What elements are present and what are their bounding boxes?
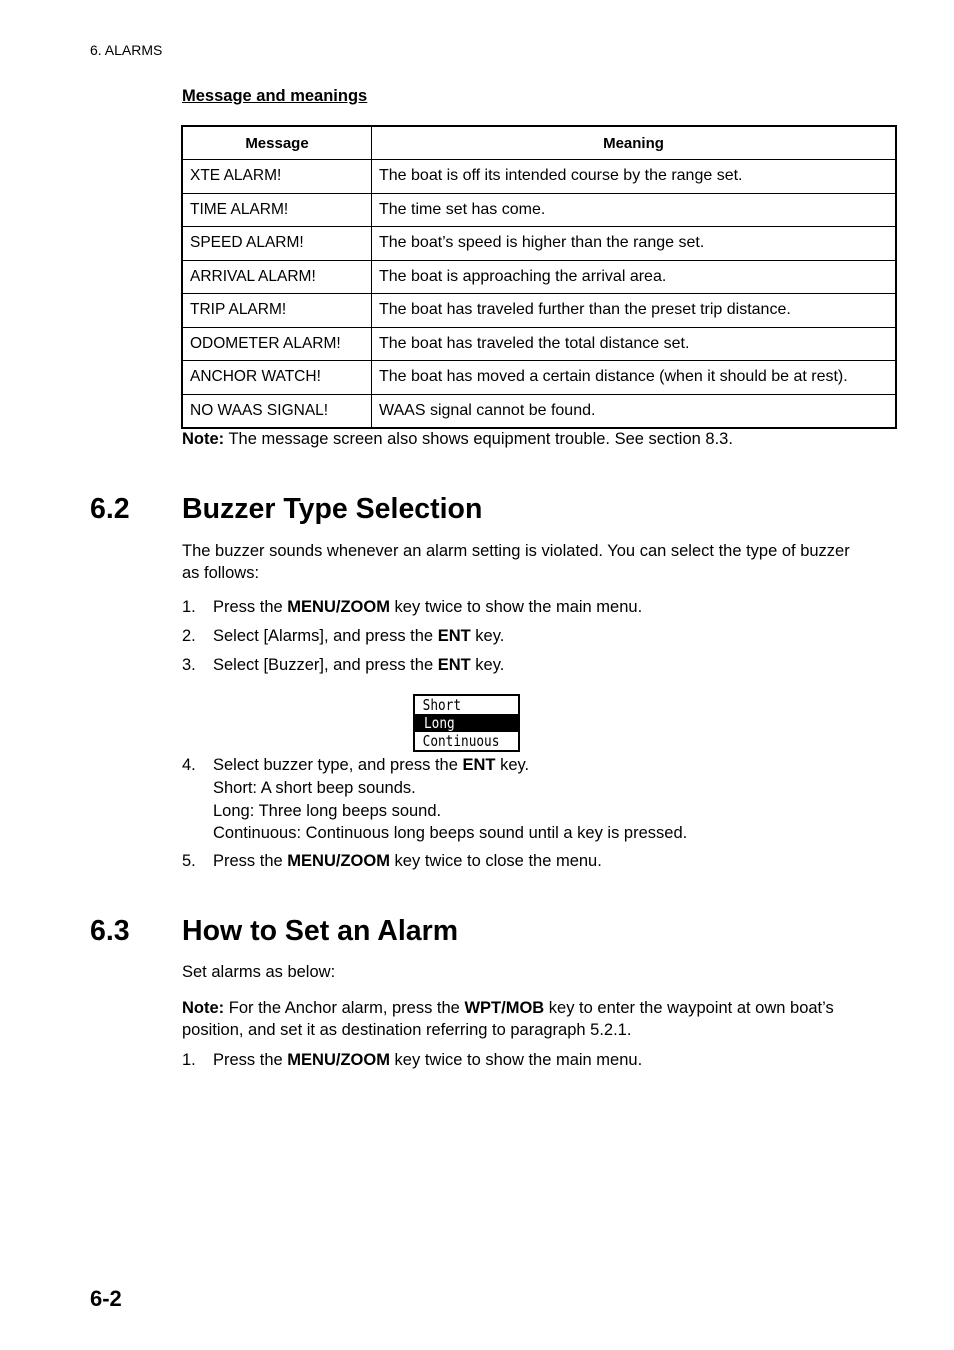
message-cell: NO WAAS SIGNAL! <box>182 394 372 428</box>
step-number: 5. <box>182 852 196 870</box>
column-header-meaning: Meaning <box>372 126 897 160</box>
step-text-part: key twice to show the main menu. <box>389 598 643 616</box>
step-text <box>213 625 504 648</box>
section-title: Buzzer Type Selection <box>182 493 483 525</box>
table-row <box>182 260 896 294</box>
key-name: MENU/ZOOM <box>287 598 390 616</box>
key-name: MENU/ZOOM <box>287 852 390 870</box>
table-row <box>182 193 896 227</box>
step-text-part: Press the <box>213 598 288 616</box>
message-cell: ANCHOR WATCH! <box>182 361 372 395</box>
table-row <box>182 227 896 261</box>
table-row <box>182 327 896 361</box>
note-text: The message screen also shows equipment trouble. See section 8.3. <box>224 430 733 448</box>
step-text-part: Press the <box>213 1051 288 1069</box>
step-text-part: key twice to close the menu. <box>389 852 602 870</box>
key-name: WPT/MOB <box>464 999 545 1017</box>
note-label: Note: <box>182 999 225 1017</box>
meaning-cell: The boat has moved a certain distance (when it should be at rest). <box>372 361 897 395</box>
table-row <box>182 160 896 194</box>
message-cell: XTE ALARM! <box>182 160 372 194</box>
step-text-part: Select [Alarms], and press the <box>213 627 438 645</box>
meaning-cell: The boat’s speed is higher than the range set. <box>372 227 897 261</box>
message-cell: TIME ALARM! <box>182 193 372 227</box>
step-text <box>213 850 602 873</box>
detail-continuous: Continuous: Continuous long beeps sound until a key is pressed. <box>213 824 688 842</box>
menu-option-continuous[interactable]: Continuous <box>422 732 500 750</box>
key-name: ENT <box>437 656 471 674</box>
message-cell: TRIP ALARM! <box>182 294 372 328</box>
meaning-cell: The boat is approaching the arrival area. <box>372 260 897 294</box>
step4-details <box>213 777 687 845</box>
step-number: 4. <box>182 756 196 774</box>
step-text-part: Press the <box>213 852 288 870</box>
table-row <box>182 294 896 328</box>
message-cell: SPEED ALARM! <box>182 227 372 261</box>
step-number: 3. <box>182 656 196 674</box>
table-row <box>182 361 896 395</box>
step-text-part: Select buzzer type, and press the <box>213 756 463 774</box>
step-text-part: key twice to show the main menu. <box>389 1051 643 1069</box>
step-text-part: key. <box>470 656 505 674</box>
step-text <box>213 654 504 677</box>
meaning-cell: The boat is off its intended course by the range set. <box>372 160 897 194</box>
key-name: ENT <box>437 627 471 645</box>
message-table <box>181 125 897 429</box>
key-name: ENT <box>462 756 496 774</box>
step-text-part: key. <box>495 756 530 774</box>
section-number: 6.2 <box>90 493 130 525</box>
detail-long: Long: Three long beeps sound. <box>213 801 442 820</box>
section-title: How to Set an Alarm <box>182 915 459 947</box>
table-note <box>182 429 733 449</box>
message-cell: ODOMETER ALARM! <box>182 327 372 361</box>
table-row <box>182 394 896 428</box>
meaning-cell: The boat has traveled further than the preset trip distance. <box>372 294 897 328</box>
step-number: 1. <box>182 1051 196 1069</box>
anchor-note <box>182 997 842 1041</box>
note-label: Note: <box>182 430 225 448</box>
section-intro: Set alarms as below: <box>182 963 336 981</box>
message-cell: ARRIVAL ALARM! <box>182 260 372 294</box>
step-text <box>213 754 529 777</box>
table-title: Message and meanings <box>182 87 368 105</box>
page-number: 6-2 <box>90 1286 122 1311</box>
step-number: 2. <box>182 627 196 645</box>
menu-option-long[interactable] <box>415 714 518 732</box>
meaning-cell: The time set has come. <box>372 193 897 227</box>
running-head: 6. ALARMS <box>90 42 163 58</box>
meaning-cell: WAAS signal cannot be found. <box>372 394 897 428</box>
meaning-cell: The boat has traveled the total distance set. <box>372 327 897 361</box>
note-text: key to enter the waypoint at own boat’s position, and set it as destination referring to paragraph 5.2.1. <box>182 999 834 1039</box>
step-number: 1. <box>182 598 196 616</box>
option-label: Long <box>424 714 455 732</box>
section-number: 6.3 <box>90 915 130 947</box>
step-text <box>213 596 642 619</box>
section-intro: The buzzer sounds whenever an alarm setting is violated. You can select the type of buzzer as follows: <box>182 542 850 582</box>
key-name: MENU/ZOOM <box>287 1051 390 1069</box>
menu-option-short[interactable]: Short <box>422 696 462 714</box>
column-header-message: Message <box>182 126 372 160</box>
step-text-part: key. <box>470 627 505 645</box>
buzzer-menu <box>413 694 520 752</box>
note-text: For the Anchor alarm, press the <box>224 999 465 1017</box>
step-text-part: Select [Buzzer], and press the <box>213 656 438 674</box>
detail-short: Short: A short beep sounds. <box>213 779 416 797</box>
step-text <box>213 1049 642 1072</box>
